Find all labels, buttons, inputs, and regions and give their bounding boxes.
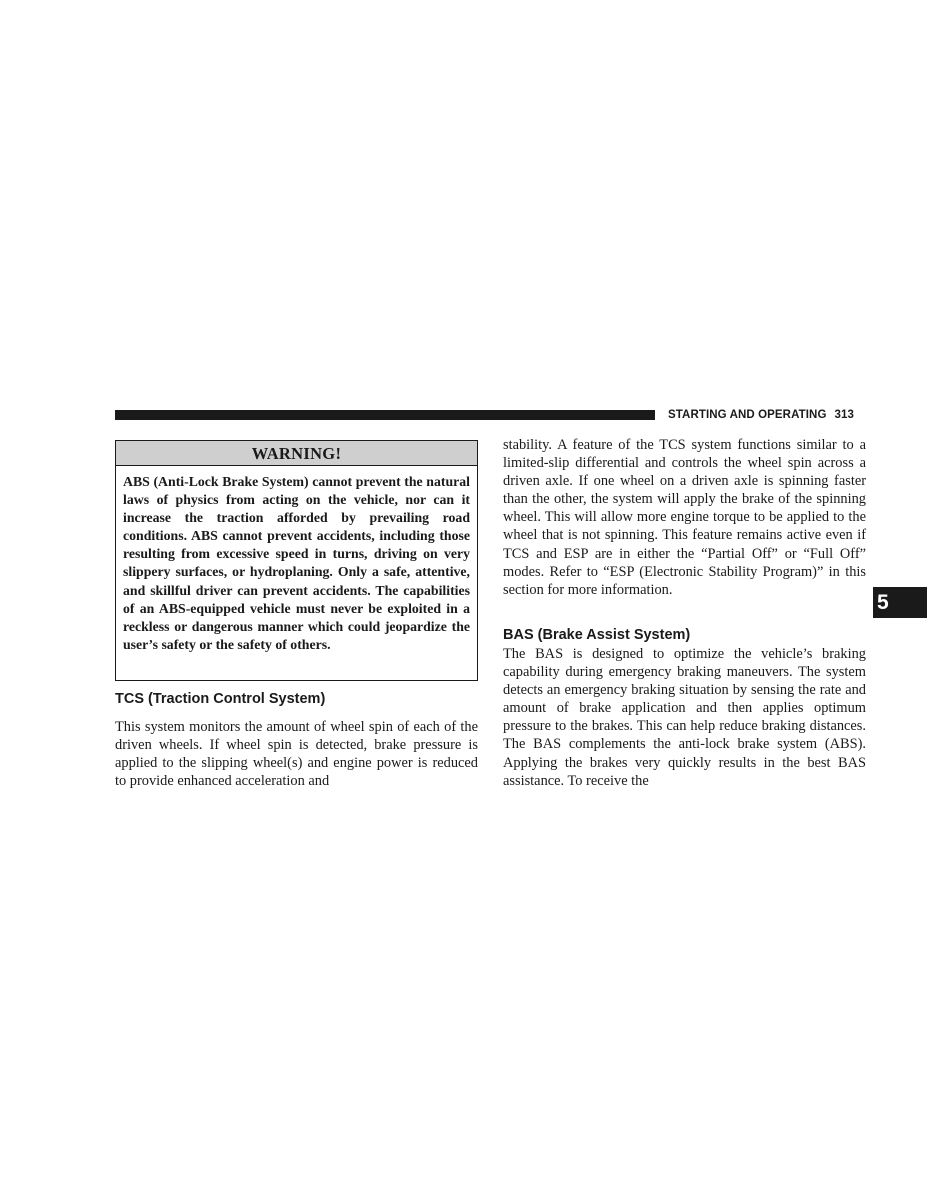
- tcs-paragraph-right: stability. A feature of the TCS system functions similar to a limited-slip differential and controls the wheel spin across a driven axle. If one wheel on a driven axle is spinning faster than the other, the system will apply the brake of the spinning wheel. This will allow more engine torque to be applied to the wheel that is not spinning. This feature remains active even if TCS and ESP are in either the “Partial Off” or “Full Off” modes. Refer to “ESP (Electronic Stability Program)” in this section for more information.: [503, 437, 866, 598]
- running-header: [668, 408, 854, 422]
- page-number: 313: [834, 409, 855, 421]
- chapter-tab: 5: [873, 587, 927, 618]
- bas-heading: BAS (Brake Assist System): [503, 627, 691, 643]
- warning-title: WARNING!: [116, 441, 477, 466]
- tcs-paragraph-left: This system monitors the amount of wheel spin of each of the driven wheels. If wheel spin is detected, brake pressure is applied to the slipping wheel(s) and engine power is reduced to provide enhanced acceleration and: [115, 719, 478, 790]
- section-title: STARTING AND OPERATING: [668, 409, 827, 421]
- warning-box: [115, 440, 478, 681]
- tcs-heading: TCS (Traction Control System): [115, 691, 326, 707]
- header-rule: [115, 410, 655, 420]
- warning-text: ABS (Anti-Lock Brake System) cannot prevent the natural laws of physics from acting on the vehicle, nor can it increase the traction afforded by prevailing road conditions. ABS cannot prevent accidents, including those resulting from excessive speed in turns, driving on very slippery surfaces, or hydroplaning. Only a safe, attentive, and skillful driver can prevent accidents. The capabilities of an ABS-equipped vehicle must never be exploited in a reckless or dangerous manner which could jeopardize the user’s safety or the safety of others.: [123, 474, 470, 652]
- bas-paragraph: The BAS is designed to optimize the vehicle’s braking capability during emergency braking maneuvers. The system detects an emergency braking situation by sensing the rate and amount of brake application and then applies optimum pressure to the brakes. This can help reduce braking distances. The BAS complements the anti-lock brake system (ABS). Applying the brakes very quickly results in the best BAS assistance. To receive the: [503, 646, 866, 789]
